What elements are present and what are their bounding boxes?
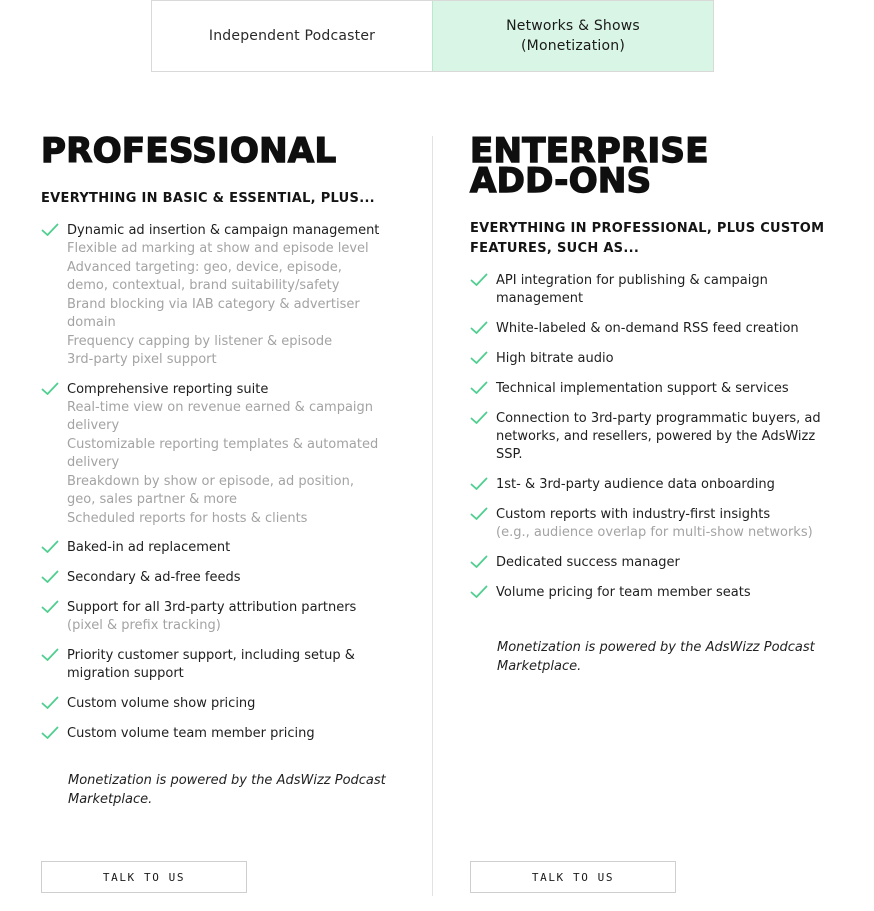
talk-to-us-button[interactable]: TALK TO US — [470, 861, 676, 893]
feature-label: API integration for publishing & campaign management — [496, 273, 768, 306]
feature-label: 1st- & 3rd-party audience data onboarding — [496, 477, 775, 492]
feature-list — [470, 272, 830, 602]
feature-label: High bitrate audio — [496, 351, 614, 366]
check-icon — [41, 726, 59, 740]
feature-detail: (e.g., audience overlap for multi-show networks) — [496, 525, 813, 540]
feature-item — [41, 381, 386, 529]
feature-item — [470, 320, 830, 338]
feature-label: Dedicated success manager — [496, 554, 680, 570]
plan-title: PROFESSIONAL — [41, 131, 337, 171]
monetization-note: Monetization is powered by the AdsWizz Podcast Marketplace. — [497, 639, 815, 674]
feature-label: Technical implementation support & services — [496, 381, 789, 396]
feature-label: Custom volume show pricing — [67, 695, 256, 711]
feature-item — [41, 695, 386, 713]
column-divider — [432, 136, 433, 896]
feature-detail: Scheduled reports for hosts & clients — [67, 510, 308, 526]
feature-label: White-labeled & on-demand RSS feed creation — [496, 321, 799, 336]
feature-item — [470, 476, 830, 494]
check-icon — [41, 540, 59, 554]
feature-label: Custom volume team member pricing — [67, 725, 315, 741]
feature-detail: Customizable reporting templates & automated delivery — [67, 436, 379, 470]
feature-label: Connection to 3rd-party programmatic buyers, ad networks, and resellers, powered by the AdsWizz SSP. — [496, 411, 821, 462]
plan-title: ENTERPRISE ADD-ONS — [470, 131, 709, 201]
check-icon — [41, 600, 59, 614]
feature-detail: Brand blocking via IAB category & advertiser domain — [67, 296, 360, 330]
check-icon — [41, 570, 59, 584]
feature-list — [41, 222, 386, 743]
feature-item — [41, 539, 386, 557]
check-icon — [41, 223, 59, 237]
feature-label: Priority customer support, including setup & migration support — [67, 647, 355, 681]
check-icon — [470, 555, 488, 569]
check-icon — [470, 351, 488, 365]
check-icon — [41, 696, 59, 710]
feature-label: Secondary & ad-free feeds — [67, 570, 241, 585]
feature-label: Custom reports with industry-first insights — [496, 507, 771, 522]
check-icon — [470, 321, 488, 335]
enterprise-addons — [470, 131, 830, 676]
check-icon — [41, 382, 59, 396]
feature-item — [470, 584, 830, 602]
feature-item — [470, 506, 830, 543]
feature-label: Baked-in ad replacement — [67, 540, 231, 555]
plan-type-tabs — [151, 0, 714, 72]
feature-item — [470, 350, 830, 368]
feature-label: Comprehensive reporting suite — [67, 381, 269, 397]
monetization-note: Monetization is powered by the AdsWizz Podcast Marketplace. — [68, 772, 386, 807]
feature-item — [41, 569, 386, 587]
feature-detail: Frequency capping by listener & episode — [67, 333, 333, 349]
plan-subtitle: EVERYTHING IN BASIC & ESSENTIAL, PLUS... — [41, 191, 375, 206]
feature-item — [470, 554, 830, 572]
feature-detail: Flexible ad marking at show and episode level — [67, 241, 369, 256]
feature-item — [470, 272, 830, 308]
check-icon — [470, 381, 488, 395]
feature-detail: Advanced targeting: geo, device, episode, demo, contextual, brand suitability/safety — [67, 259, 342, 293]
feature-item — [470, 380, 830, 398]
feature-item — [41, 725, 386, 743]
professional-plan — [41, 131, 386, 809]
feature-item — [41, 599, 386, 636]
check-icon — [470, 507, 488, 521]
check-icon — [470, 411, 488, 425]
feature-detail: Breakdown by show or episode, ad position, geo, sales partner & more — [67, 473, 354, 507]
feature-item — [41, 222, 386, 370]
feature-detail: (pixel & prefix tracking) — [67, 618, 221, 633]
feature-detail: Real-time view on revenue earned & campaign delivery — [67, 399, 374, 433]
plan-subtitle: EVERYTHING IN PROFESSIONAL, PLUS CUSTOM FEATURES, SUCH AS... — [470, 221, 825, 256]
feature-item — [470, 410, 830, 464]
check-icon — [470, 273, 488, 287]
feature-item — [41, 647, 386, 683]
check-icon — [470, 585, 488, 599]
check-icon — [41, 648, 59, 662]
tab-independent-podcaster[interactable]: Independent Podcaster — [152, 1, 432, 71]
feature-detail: 3rd-party pixel support — [67, 352, 217, 367]
talk-to-us-button[interactable]: TALK TO US — [41, 861, 247, 893]
tab-networks-shows[interactable]: Networks & Shows (Monetization) — [432, 1, 713, 71]
feature-label: Support for all 3rd-party attribution partners — [67, 600, 357, 615]
feature-label: Volume pricing for team member seats — [496, 584, 751, 600]
check-icon — [470, 477, 488, 491]
feature-label: Dynamic ad insertion & campaign management — [67, 223, 380, 238]
